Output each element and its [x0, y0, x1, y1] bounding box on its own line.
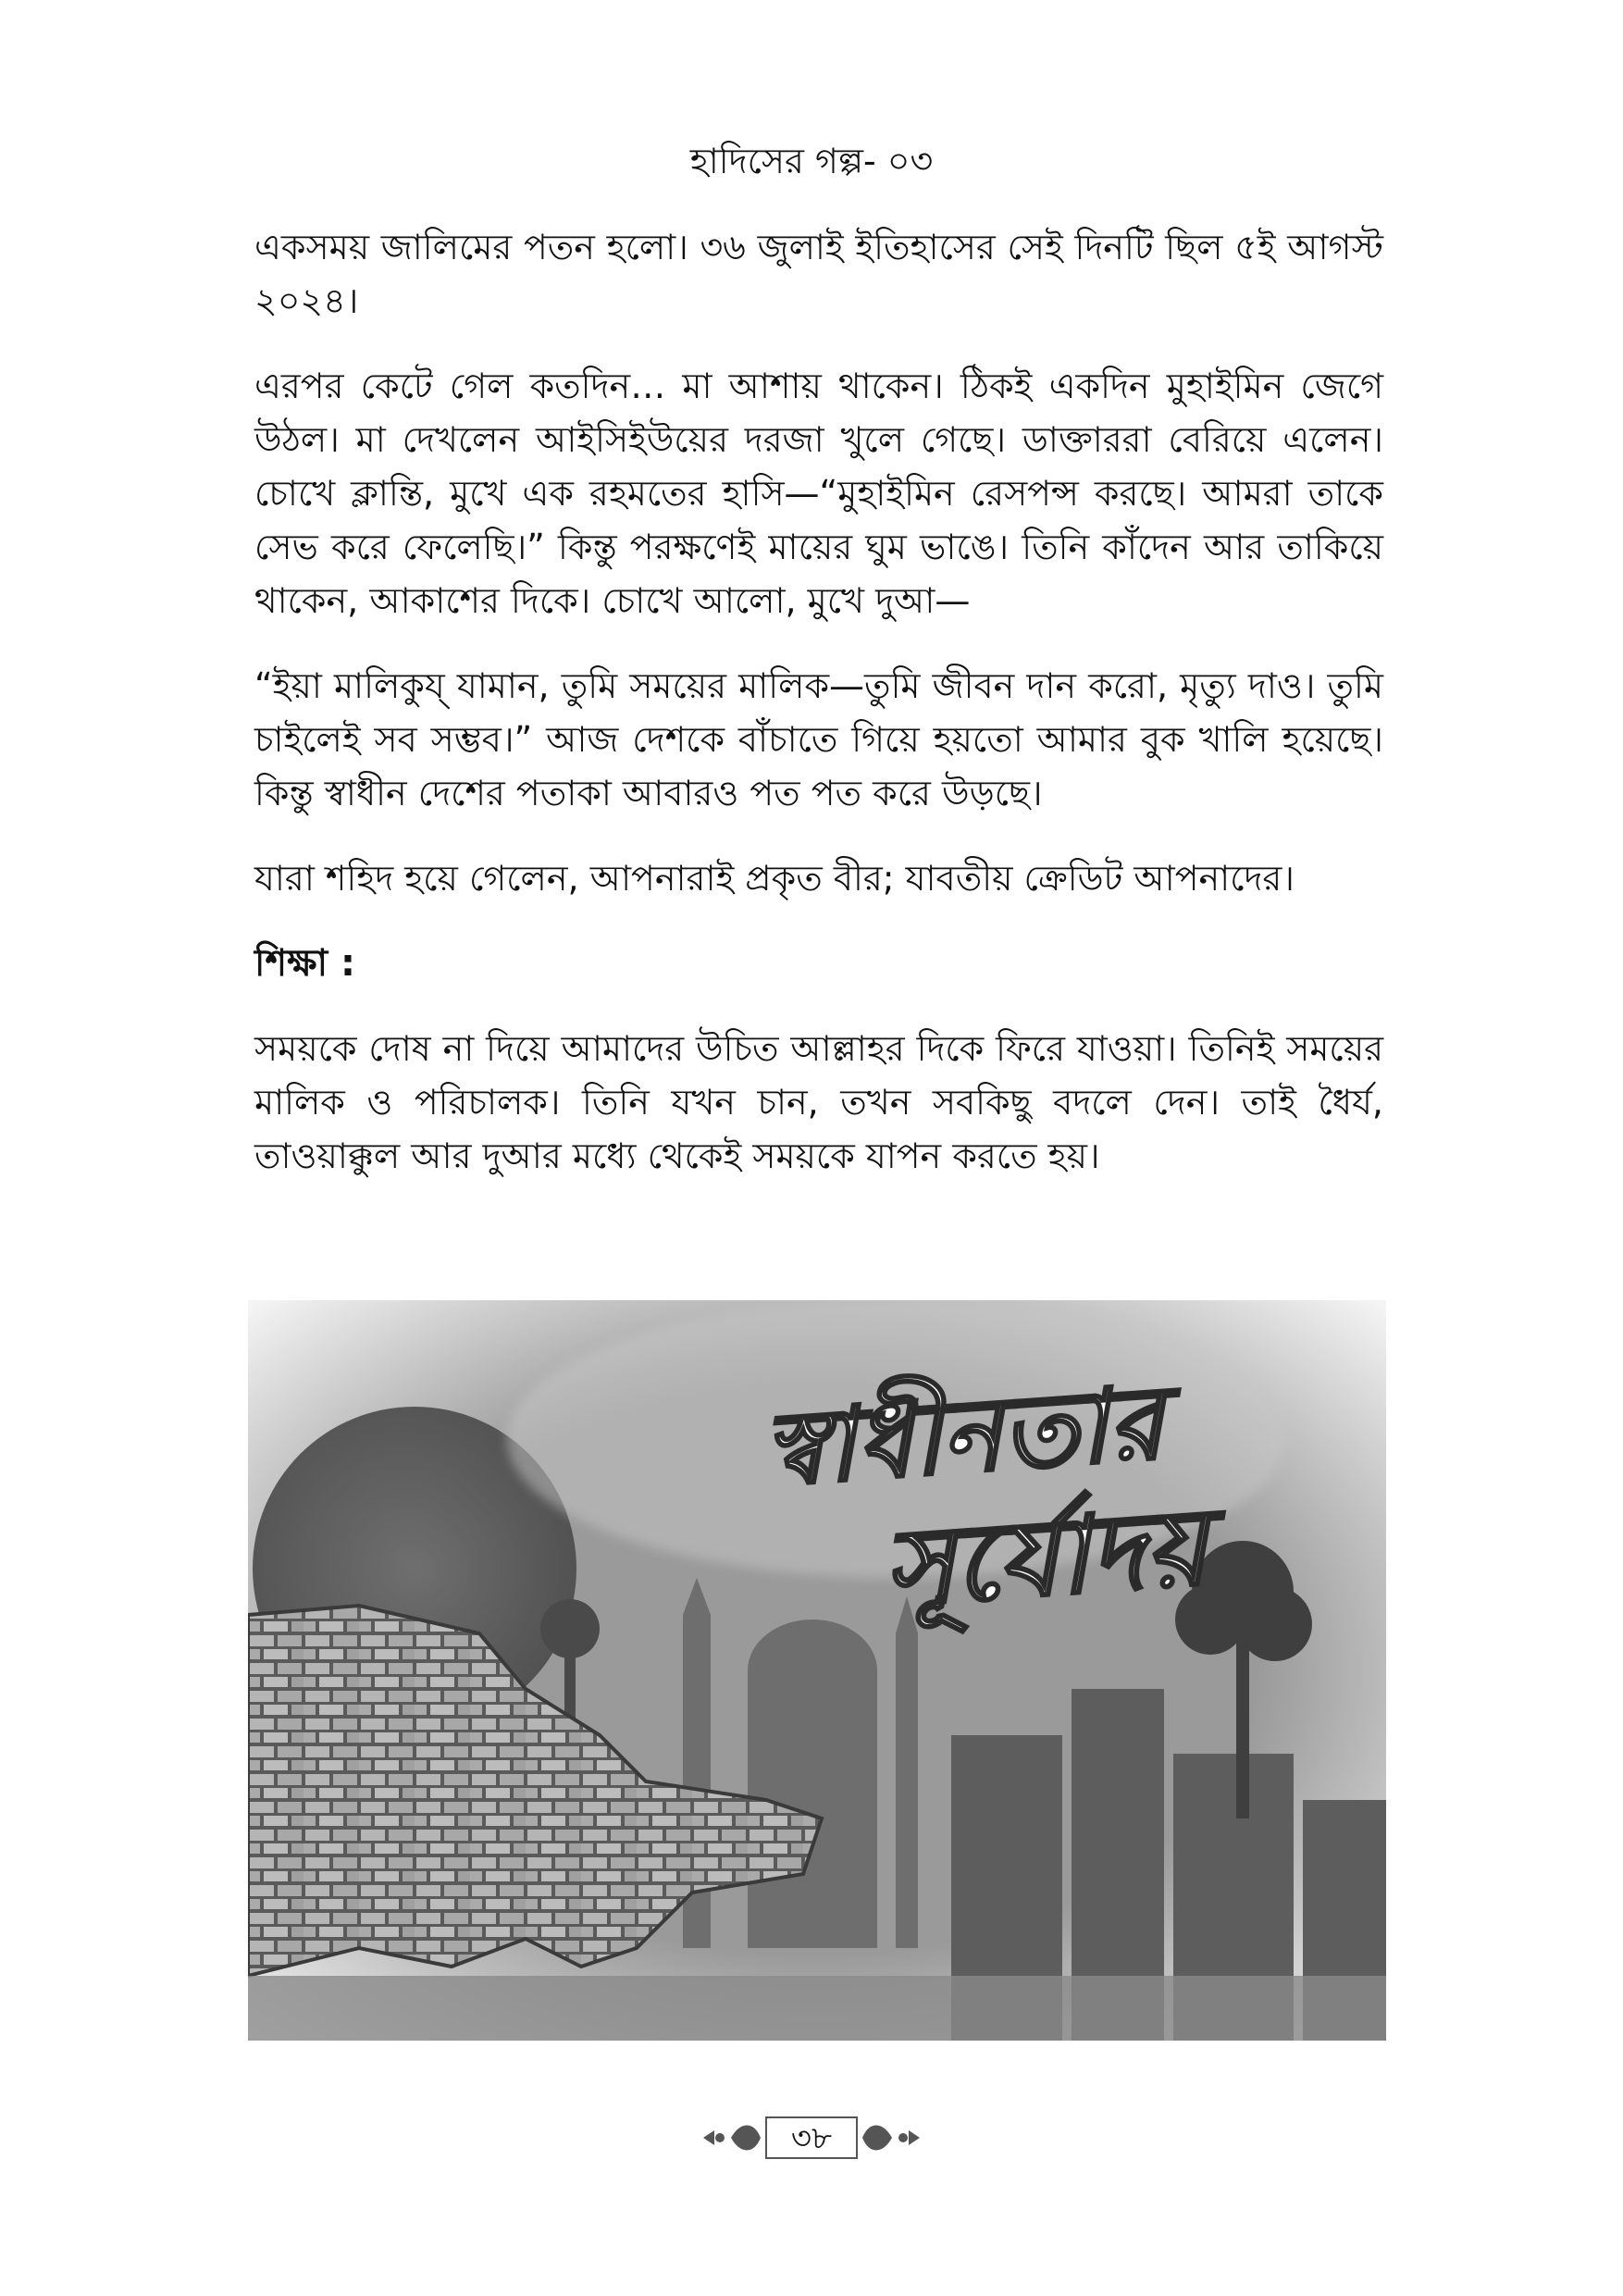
lesson-heading: শিক্ষা :	[254, 942, 356, 985]
running-head: হাদিসের গল্প- ০৩	[689, 141, 934, 181]
body-text	[254, 220, 1383, 1214]
paragraph-4: যারা শহিদ হয়ে গেলেন, আপনারাই প্রকৃত বীর; যাবতীয় ক্রেডিট আপনাদের।	[254, 858, 1295, 899]
paragraph-2: এরপর কেটে গেল কতদিন… মা আশায় থাকেন। ঠিকই একদিন মুহাইমিন জেগে উঠল। মা দেখলেন আইসিইউয়ের দরজা খুলে গেছে। ডাক্তাররা বেরিয়ে এলেন। চোখে ক্লান্তি, মুখে এক রহমতের হাসি—“মুহাইমিন রেসপন্স করছে। আমরা তাকে সেভ করে ফেলেছি।” কিন্তু পরক্ষণেই মায়ের ঘুম ভাঙে। তিনি কাঁদেন আর তাকিয়ে থাকেন, আকাশের দিকে। চোখে আলো, মুখে দুআ—	[254, 366, 1383, 621]
folio-ornament-right	[862, 2126, 920, 2151]
illustration	[248, 1300, 1386, 2041]
illustration-title-line-2: সূর্যোদয়	[879, 1483, 1212, 1632]
paragraph-3: “ইয়া মালিকুয্ যামান, তুমি সময়ের মালিক—তুমি জীবন দান করো, মৃত্যু দাও। তুমি চাইলেই সব সম্ভব।” আজ দেশকে বাঁচাতে গিয়ে হয়তো আমার বুক খালি হয়েছে। কিন্তু স্বাধীন দেশের পতাকা আবারও পত পত করে উড়ছে।	[254, 665, 1383, 813]
illustration-title-line-1: স্বাধীনতার	[759, 1362, 1168, 1509]
paragraph-1: একসময় জালিমের পতন হলো। ৩৬ জুলাই ইতিহাসের সেই দিনটি ছিল ৫ই আগস্ট ২০২৪।	[254, 227, 1383, 321]
page-number: ৩৮	[790, 2120, 833, 2157]
lesson-paragraph: সময়কে দোষ না দিয়ে আমাদের উচিত আল্লাহর দিকে ফিরে যাওয়া। তিনিই সময়ের মালিক ও পরিচালক। তিনি যখন চান, তখন সবকিছু বদলে দেন। তাই ধৈর্য, তাওয়াক্কুল আর দুআর মধ্যে থেকেই সময়কে যাপন করতে হয়।	[254, 1028, 1383, 1176]
grass	[248, 1976, 1386, 2041]
folio-ornament-left	[703, 2126, 761, 2151]
folio	[0, 2110, 1623, 2166]
